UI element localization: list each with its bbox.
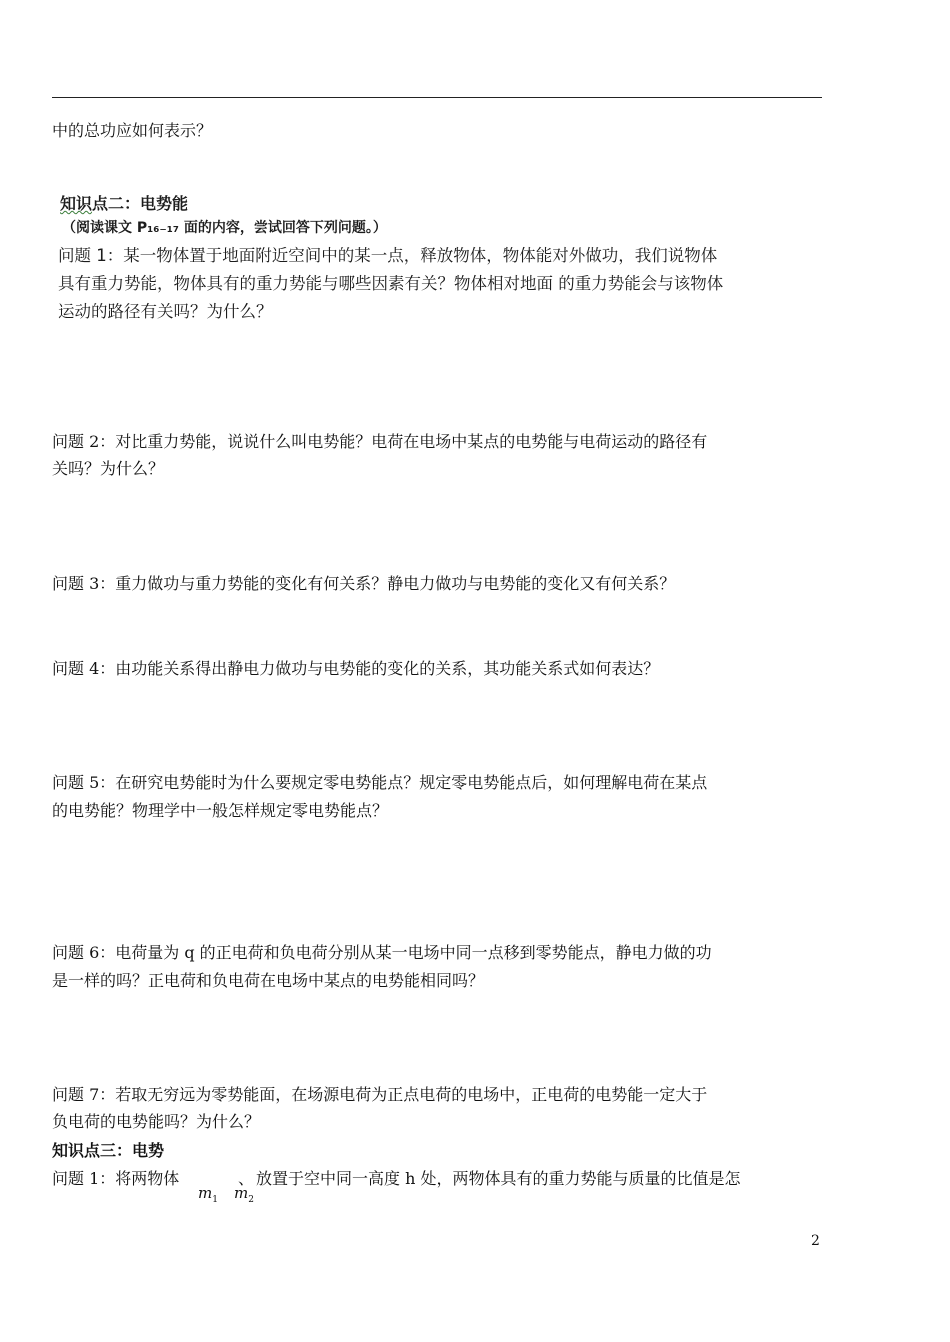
section-title-prefix: 知识 [60,194,93,213]
page-number: 2 [811,1233,820,1249]
header-rule [52,97,822,98]
question-3: 问题 3：重力做功与重力势能的变化有何关系？静电力做功与电势能的变化又有何关系？ [52,574,676,593]
question-1-line-3: 运动的路径有关吗？为什么？ [58,302,273,321]
variable-m1-letter: m [198,1184,213,1202]
variable-m2-subscript: 2 [248,1195,254,1205]
question-1-line-2: 具有重力势能，物体具有的重力势能与哪些因素有关？物体相对地面 的重力势能会与该物体 [58,274,724,293]
section-title-knowledge-point-3: 知识点三：电势 [52,1141,165,1160]
section-3-question-1-part-1: 问题 1：将两物体 [52,1169,180,1188]
question-4: 问题 4：由功能关系得出静电力做功与电势能的变化的关系，其功能关系式如何表达？ [52,659,660,678]
continuation-text: 中的总功应如何表示？ [52,121,213,140]
variable-m2 [234,1184,254,1205]
question-6-line-2: 是一样的吗？正电荷和负电荷在电场中某点的电势能相同吗？ [52,971,485,990]
question-7-line-1: 问题 7：若取无穷远为零势能面，在场源电荷为正点电荷的电场中，正电荷的电势能一定大于 [52,1085,708,1104]
question-2-line-1: 问题 2：对比重力势能，说说什么叫电势能？电荷在电场中某点的电势能与电荷运动的路径有 [52,432,708,451]
question-7-line-2: 负电荷的电势能吗？为什么？ [52,1112,261,1131]
question-1-line-1: 问题 1：某一物体置于地面附近空间中的某一点，释放物体，物体能对外做功，我们说物体 [58,246,718,265]
question-2-line-2: 关吗？为什么？ [52,459,165,478]
section-3-question-1-part-2: 放置于空中同一高度 h 处，两物体具有的重力势能与质量的比值是怎 [256,1169,741,1188]
variable-m1-subscript: 1 [212,1195,218,1205]
section-title-rest: 点二：电势能 [92,194,189,213]
question-6-line-1: 问题 6：电荷量为 q 的正电荷和负电荷分别从某一电场中同一点移到零势能点，静电力做的功 [52,943,712,962]
variable-m2-letter: m [234,1184,249,1202]
reading-instruction: （阅读课文 P₁₆₋₁₇ 面的内容，尝试回答下列问题。） [62,220,387,236]
question-5-line-1: 问题 5：在研究电势能时为什么要规定零电势能点？规定零电势能点后，如何理解电荷在某点 [52,773,708,792]
section-title-knowledge-point-2 [60,191,188,214]
section-3-question-1-separator: 、 [238,1169,255,1188]
variable-m1 [198,1184,218,1205]
question-5-line-2: 的电势能？物理学中一般怎样规定零电势能点？ [52,801,389,820]
